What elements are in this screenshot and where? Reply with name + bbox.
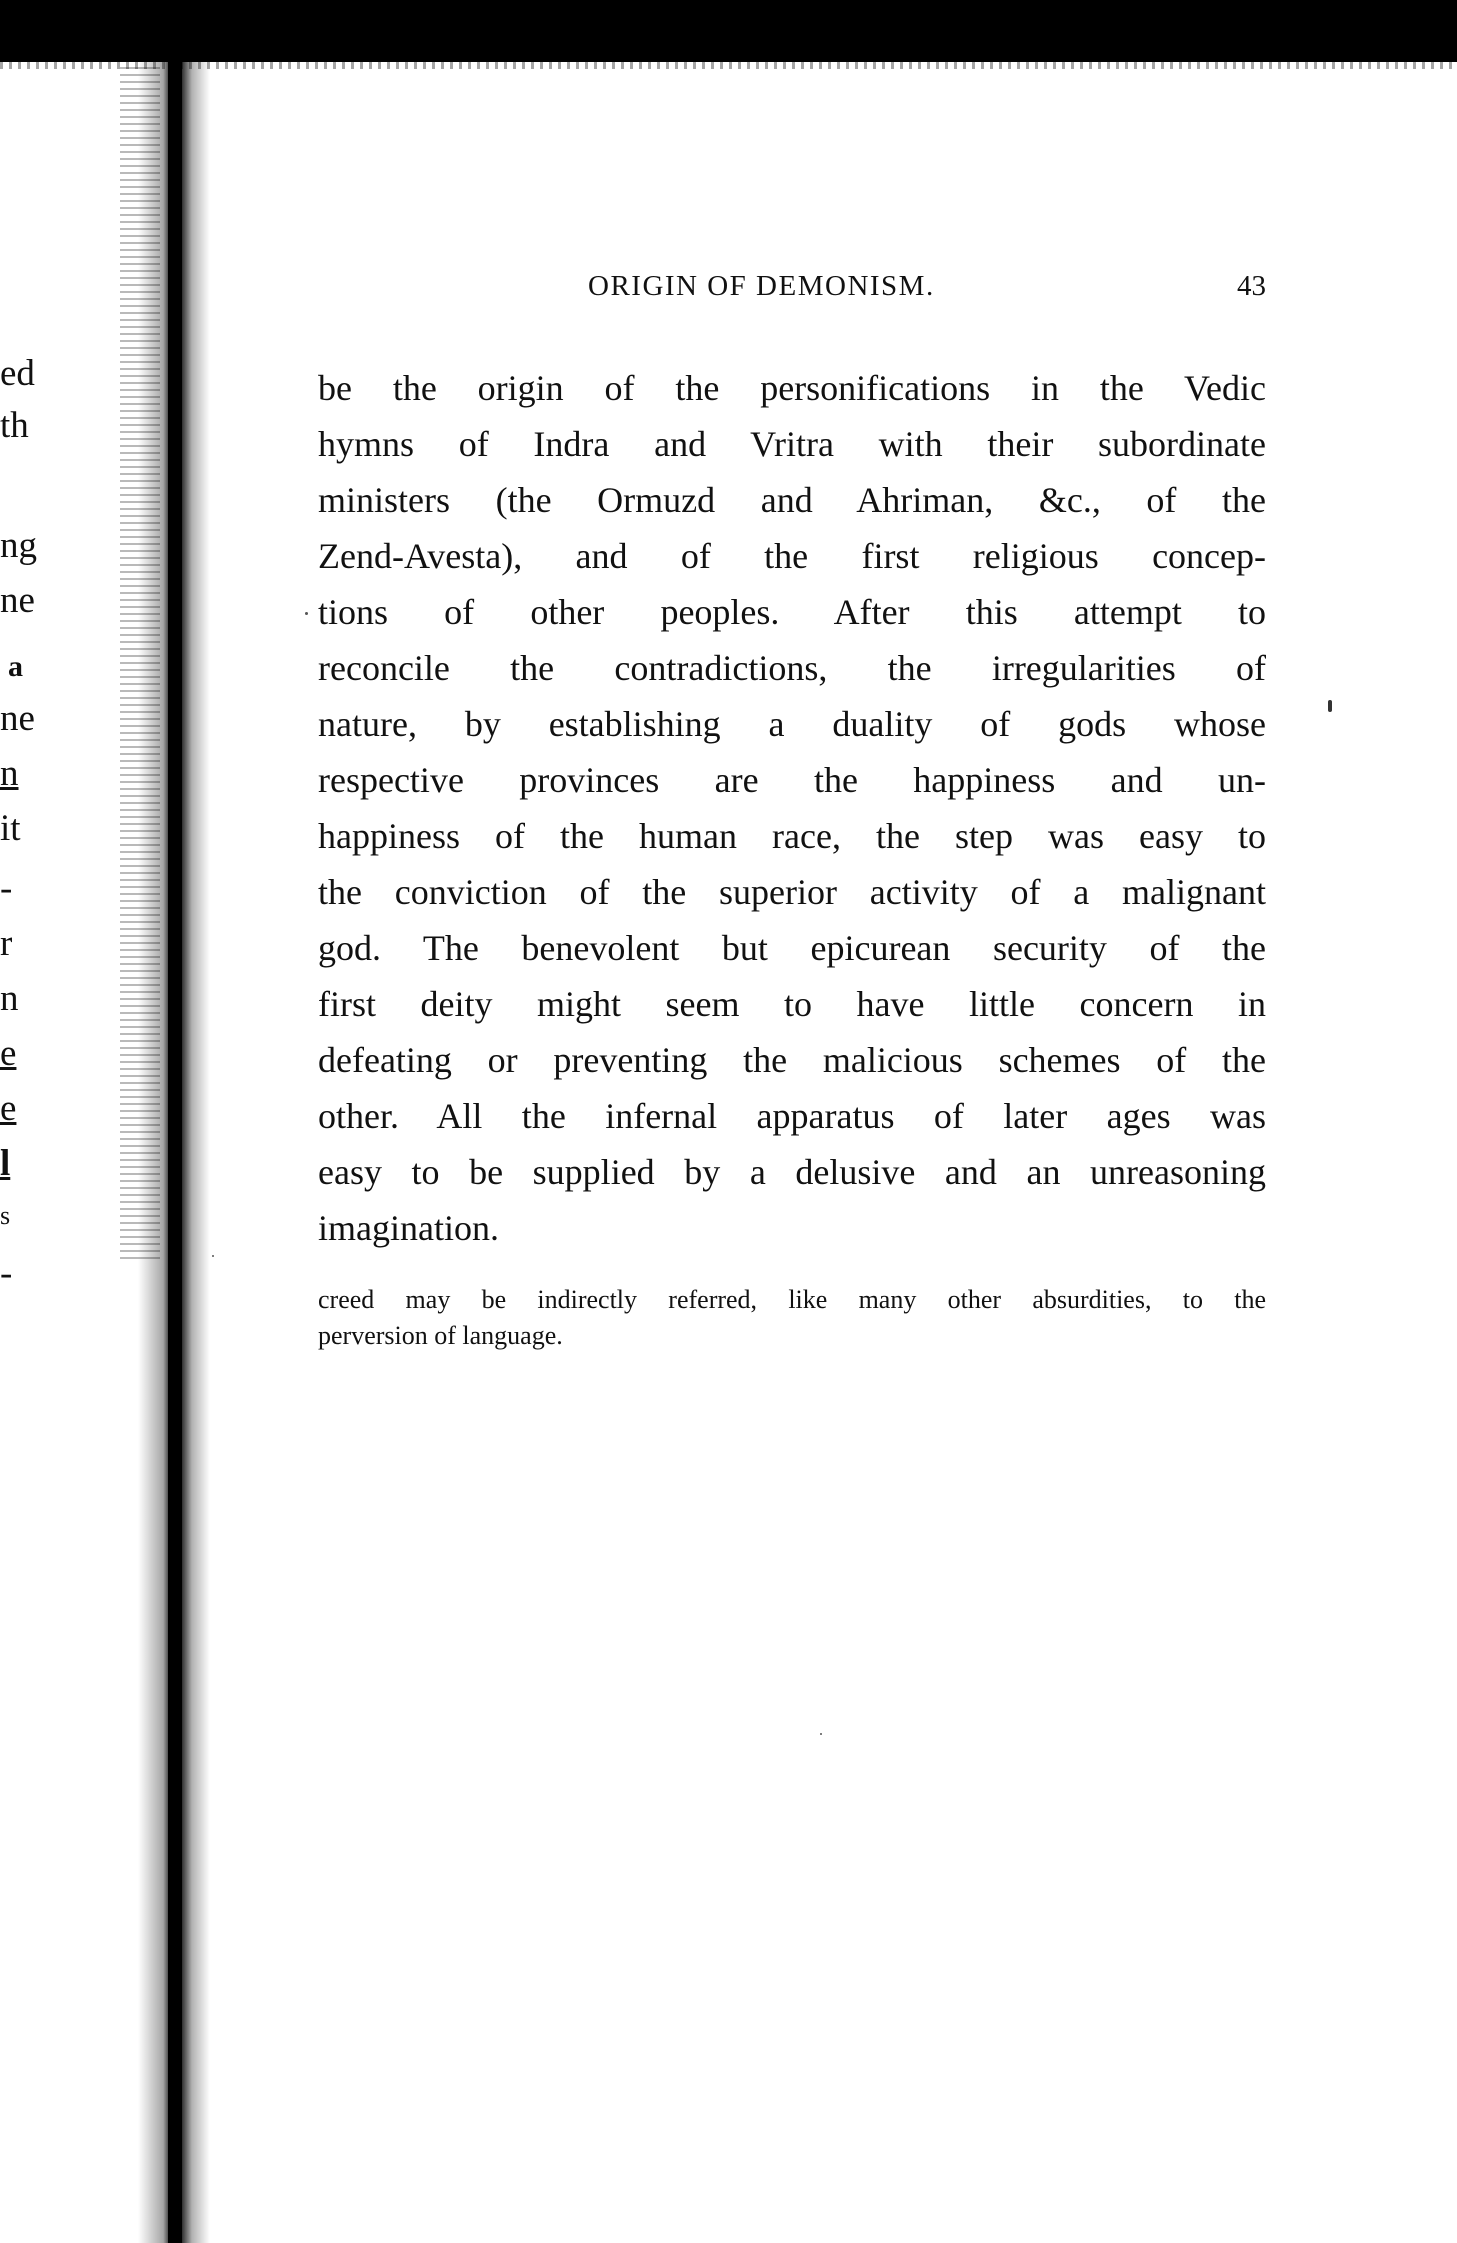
text-line: tions of other peoples. After this attempt to xyxy=(318,592,1266,632)
book-gutter xyxy=(168,0,182,2243)
scan-speck xyxy=(1328,700,1332,712)
facing-fragment: n xyxy=(0,978,19,1019)
facing-fragment: a xyxy=(8,650,23,683)
facing-fragment: - xyxy=(0,868,13,909)
facing-fragment: n xyxy=(0,753,19,794)
text-line: god. The benevolent but epicurean security of the xyxy=(318,928,1266,968)
scan-speck xyxy=(305,612,308,615)
text-line: reconcile the contradictions, the irregularities of xyxy=(318,648,1266,688)
book-gutter-noise xyxy=(120,60,160,1260)
running-head: ORIGIN OF DEMONISM. xyxy=(588,270,935,302)
text-line: nature, by establishing a duality of gods whose xyxy=(318,704,1266,744)
text-line: the conviction of the superior activity of a malignant xyxy=(318,872,1266,912)
footnote-line: creed may be indirectly referred, like many other absurdities, to the xyxy=(318,1285,1266,1314)
text-line: Zend-Avesta), and of the first religious concep- xyxy=(318,536,1266,576)
text-line: easy to be supplied by a delusive and an unreasoning xyxy=(318,1152,1266,1192)
facing-fragment: ne xyxy=(0,698,35,739)
facing-fragment: e xyxy=(0,1088,17,1129)
scan-speck xyxy=(212,1255,214,1257)
text-line: be the origin of the personifications in the Vedic xyxy=(318,368,1266,408)
facing-fragment: r xyxy=(0,923,13,964)
facing-fragment: s xyxy=(0,1201,11,1230)
facing-fragment: ng xyxy=(0,525,37,566)
text-line: imagination. xyxy=(318,1208,499,1248)
facing-fragment: it xyxy=(0,808,21,849)
page-header xyxy=(318,270,1266,310)
facing-fragment: e xyxy=(0,1033,17,1074)
text-line: respective provinces are the happiness and un- xyxy=(318,760,1266,800)
text-line: happiness of the human race, the step was easy to xyxy=(318,816,1266,856)
scan-speck xyxy=(820,1733,822,1735)
facing-fragment: l xyxy=(0,1143,11,1184)
scan-top-edge xyxy=(0,0,1457,62)
text-line: other. All the infernal apparatus of later ages was xyxy=(318,1096,1266,1136)
facing-fragment: th xyxy=(0,405,29,446)
facing-fragment: ed xyxy=(0,353,35,394)
text-line: hymns of Indra and Vritra with their subordinate xyxy=(318,424,1266,464)
text-line: ministers (the Ormuzd and Ahriman, &c., of the xyxy=(318,480,1266,520)
facing-fragment: ne xyxy=(0,580,35,621)
body-paragraph xyxy=(318,360,1266,1256)
page-number: 43 xyxy=(1237,270,1266,302)
footnote xyxy=(318,1282,1266,1354)
facing-fragment: - xyxy=(0,1253,13,1294)
scan-top-edge-noise xyxy=(0,55,1457,69)
text-line: first deity might seem to have little concern in xyxy=(318,984,1266,1024)
footnote-line: perversion of language. xyxy=(318,1321,563,1350)
text-line: defeating or preventing the malicious schemes of the xyxy=(318,1040,1266,1080)
